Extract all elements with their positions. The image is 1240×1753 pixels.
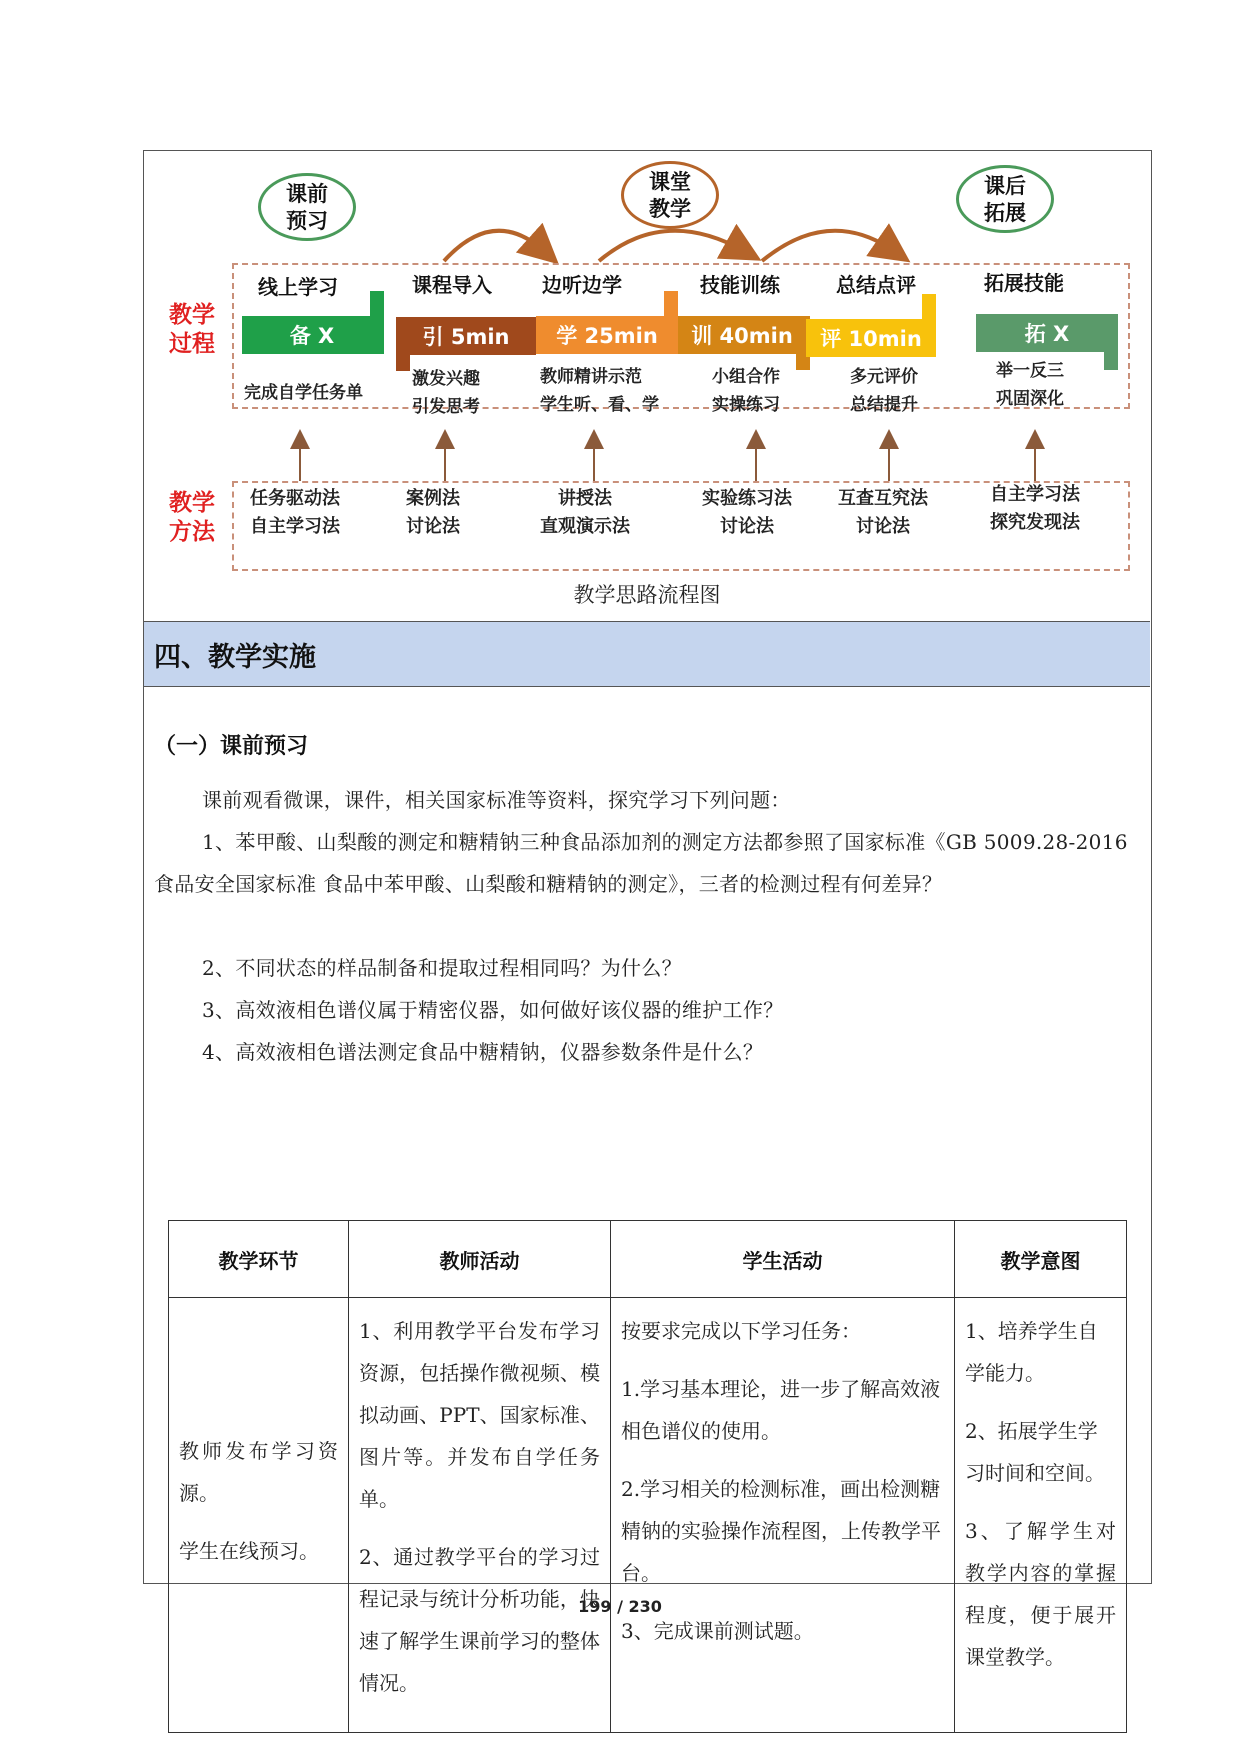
curved-arrows <box>144 151 1150 271</box>
stage-title-2: 课程导入 <box>412 273 492 297</box>
cell-student <box>611 1298 955 1733</box>
bar-review: 评 10min <box>806 319 936 357</box>
stage-line-2: 学生在线预习。 <box>179 1539 319 1563</box>
header-teacher: 教师活动 <box>349 1221 611 1298</box>
intent-item-1: 1、培养学生自学能力。 <box>965 1319 1098 1385</box>
question-4: 4、高效液相色谱法测定食品中糖精钠，仪器参数条件是什么？ <box>202 1040 764 1064</box>
bar-extend-step <box>1104 314 1118 370</box>
circle-after-class-label: 课后 拓展 <box>984 173 1026 225</box>
method-label: 教学 方法 <box>169 490 215 545</box>
teaching-flow-diagram <box>144 151 1150 621</box>
arrow-intro-to-learn <box>444 231 544 261</box>
bar-intro: 引 5min <box>396 317 536 355</box>
bar-extend: 拓 X <box>976 314 1118 352</box>
question-2: 2、不同状态的样品制备和提取过程相同吗？为什么？ <box>202 956 682 980</box>
student-item-3: 3、完成课前测试题。 <box>621 1619 814 1643</box>
teacher-item-1: 1、利用教学平台发布学习资源，包括操作微视频、模拟动画、PPT、国家标准、图片等。并发布自学任务单。 <box>359 1319 600 1511</box>
intent-item-3: 3、了解学生对教学内容的掌握程度，便于展开课堂教学。 <box>965 1519 1116 1669</box>
question-3: 3、高效液相色谱仪属于精密仪器，如何做好该仪器的维护工作？ <box>202 998 784 1022</box>
teaching-plan-table <box>168 1220 1127 1733</box>
method-1: 任务驱动法 自主学习法 <box>250 488 340 537</box>
stage-desc-1: 完成自学任务单 <box>244 383 363 403</box>
arrow-learn-to-train <box>599 231 744 261</box>
circle-in-class-label: 课堂 教学 <box>649 169 691 221</box>
bar-learn: 学 25min <box>536 316 678 354</box>
stage-title-5: 总结点评 <box>836 273 916 297</box>
intro-paragraph: 课前观看微课，课件，相关国家标准等资料，探究学习下列问题： <box>202 788 791 812</box>
header-student: 学生活动 <box>611 1221 955 1298</box>
stage-title-6: 拓展技能 <box>984 271 1064 295</box>
student-item-0: 按要求完成以下学习任务： <box>621 1319 861 1343</box>
bar-review-step <box>922 294 936 334</box>
diagram-caption: 教学思路流程图 <box>573 583 721 607</box>
cell-teacher <box>349 1298 611 1733</box>
stage-line-1: 教师发布学习资源。 <box>179 1439 338 1505</box>
process-label: 教学 过程 <box>169 302 215 357</box>
method-5: 互查互究法 讨论法 <box>838 488 928 537</box>
table-row <box>169 1298 1127 1733</box>
table-header-row <box>169 1221 1127 1298</box>
method-6: 自主学习法 探究发现法 <box>990 484 1080 533</box>
section-title: 四、教学实施 <box>144 621 1150 687</box>
stage-desc-3: 教师精讲示范 学生听、看、学 <box>540 367 659 415</box>
stage-desc-6: 举一反三 巩固深化 <box>996 361 1064 409</box>
question-1: 1、苯甲酸、山梨酸的测定和糖精钠三种食品添加剂的测定方法都参照了国家标准《GB 5009.28-2016 食品安全国家标准 食品中苯甲酸、山梨酸和糖精钠的测定》，三者的检测过程有何差异？ <box>154 830 1128 896</box>
subsection-title: （一）课前预习 <box>154 734 309 759</box>
method-arrows <box>144 429 1150 489</box>
page-number: 199 / 230 <box>578 1597 662 1616</box>
bar-intro-step <box>396 317 410 371</box>
stage-title-1: 线上学习 <box>258 275 338 299</box>
teacher-item-2: 2、通过教学平台的学习过程记录与统计分析功能，快速了解学生课前学习的整体情况。 <box>359 1545 600 1695</box>
student-item-1: 1.学习基本理论，进一步了解高效液相色谱仪的使用。 <box>621 1377 941 1443</box>
stage-desc-5: 多元评价 总结提升 <box>850 367 918 415</box>
bar-prep: 备 X <box>242 316 382 354</box>
stage-title-3: 边听边学 <box>542 273 622 297</box>
stage-desc-4: 小组合作 实操练习 <box>712 367 780 415</box>
arrow-train-to-review <box>762 231 894 261</box>
header-intent: 教学意图 <box>955 1221 1127 1298</box>
header-stage: 教学环节 <box>169 1221 349 1298</box>
method-3: 讲授法 直观演示法 <box>540 488 630 537</box>
stage-desc-2: 激发兴趣 引发思考 <box>412 369 480 417</box>
bar-train: 训 40min <box>678 316 806 354</box>
method-4: 实验练习法 讨论法 <box>702 488 792 537</box>
bar-prep-step <box>370 291 384 354</box>
stage-title-4: 技能训练 <box>700 273 780 297</box>
circle-pre-class-label: 课前 预习 <box>286 181 328 233</box>
bar-learn-step <box>664 291 678 329</box>
intent-item-2: 2、拓展学生学习时间和空间。 <box>965 1419 1105 1485</box>
method-2: 案例法 讨论法 <box>406 488 460 537</box>
cell-intent <box>955 1298 1127 1733</box>
student-item-2: 2.学习相关的检测标准，画出检测糖精钠的实验操作流程图，上传教学平台。 <box>621 1477 941 1585</box>
cell-stage <box>169 1298 349 1733</box>
